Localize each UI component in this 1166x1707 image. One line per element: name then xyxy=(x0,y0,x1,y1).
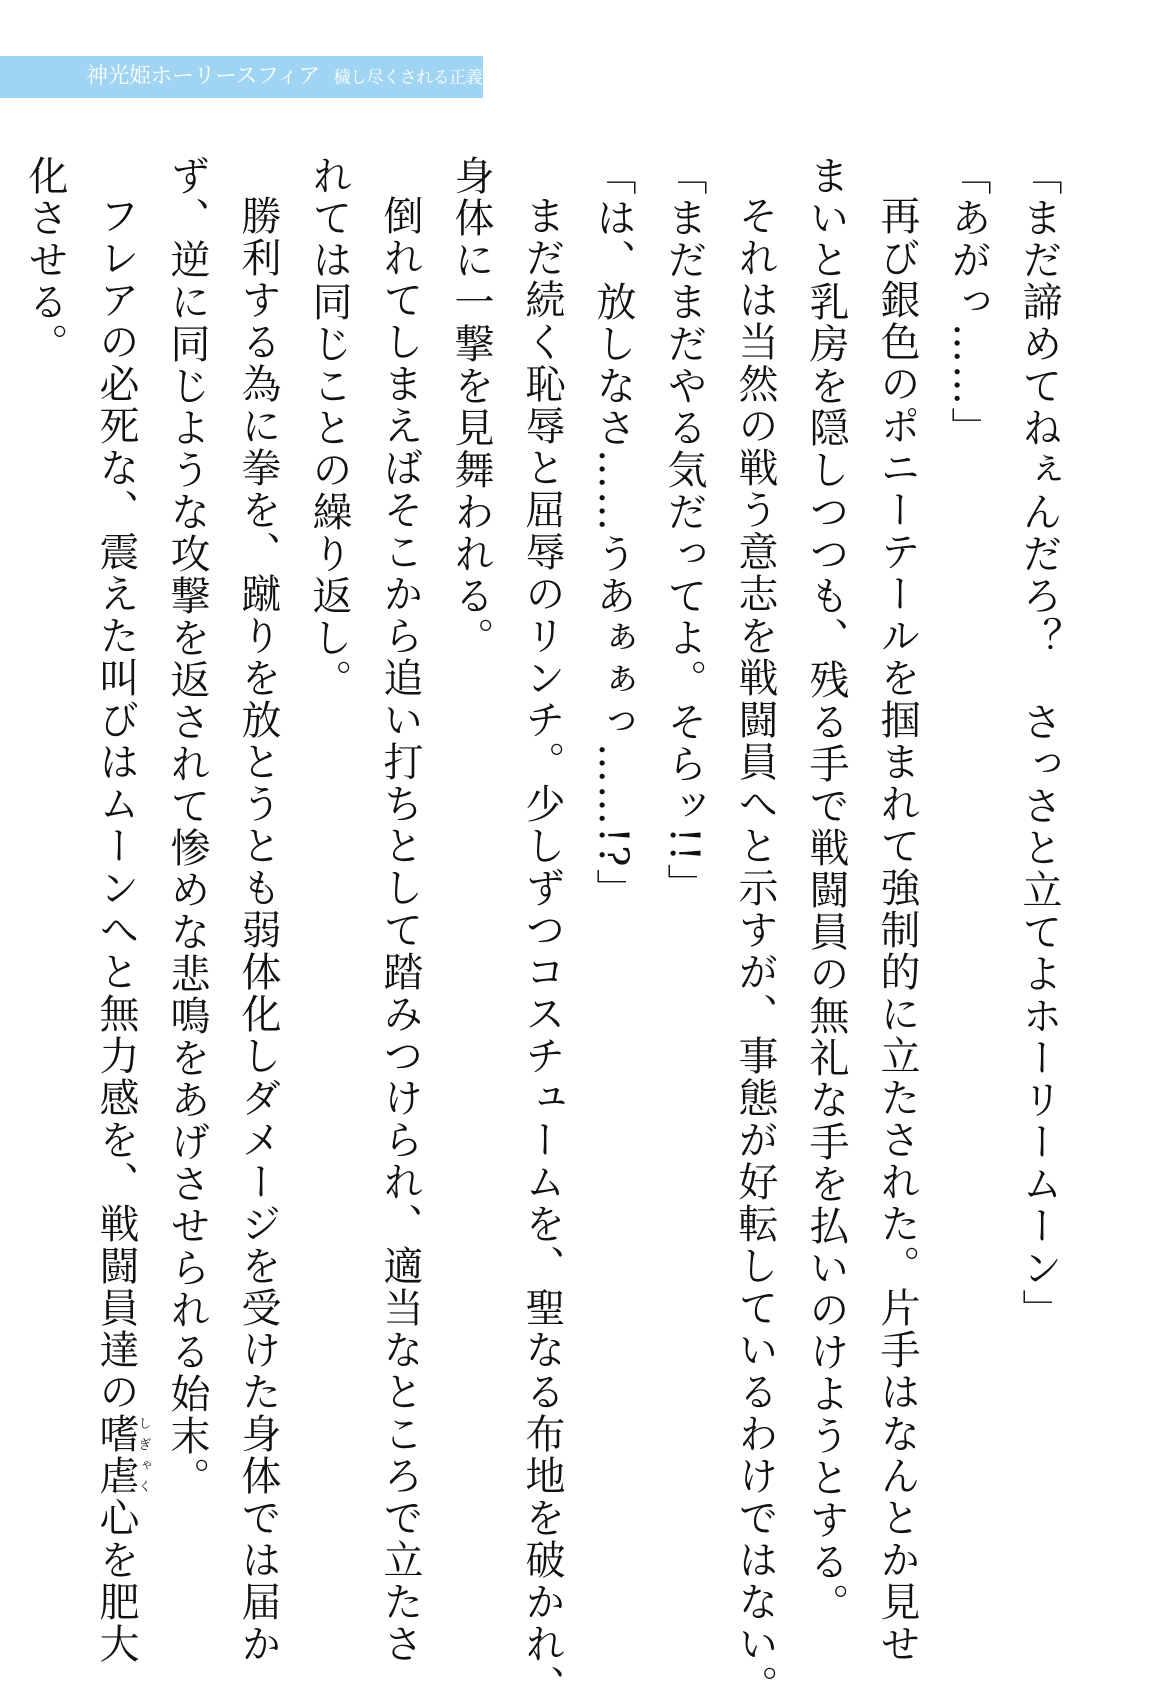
text-line: まいと乳房を隠しつつも、残る手で戦闘員の無礼な手を払いのけようとする。 xyxy=(803,155,849,1625)
text-line: ず、逆に同じような攻撃を返されて惨めな悲鳴をあげさせられる始末。 xyxy=(164,155,210,1499)
text-line: 「まだまだやる気だってよ。そらッ!!」 xyxy=(661,155,707,906)
text-line: 身体に一撃を見舞われる。 xyxy=(448,155,494,659)
text-line: それは当然の戦う意志を戦闘員へと示すが、事態が好転しているわけではない。 xyxy=(732,195,778,1707)
chapter-title: 穢し尽くされる正義 xyxy=(333,68,483,88)
book-title: 神光姫ホーリースフィア xyxy=(86,64,320,89)
text-line: 「あがっ……」 xyxy=(945,155,991,449)
text-segment: フレアの必死な、震えた叫びはムーンへと無力感を、戦闘員達の xyxy=(93,195,139,1413)
text-line: まだ続く恥辱と屈辱のリンチ。少しずつコスチュームを、聖なる布地を破かれ、 xyxy=(519,195,565,1707)
ruby-base: 嗜虐 xyxy=(93,1413,139,1497)
text-line: 「まだ諦めてねぇんだろ？ さっさと立てよホーリームーン」 xyxy=(1016,155,1062,1331)
running-header xyxy=(86,58,482,96)
text-line-with-ruby xyxy=(80,155,151,1665)
text-line: 勝利する為に拳を、蹴りを放とうとも弱体化しダメージを受けた身体では届か xyxy=(235,195,281,1665)
body-text xyxy=(9,155,1074,1707)
text-line: 化させる。 xyxy=(22,155,68,365)
text-line: れては同じことの繰り返し。 xyxy=(306,155,352,701)
text-line: 倒れてしまえばそこから追い打ちとして踏みつけられ、適当なところで立たさ xyxy=(377,195,423,1665)
ruby-annotation xyxy=(93,1413,151,1497)
ruby-reading: しぎゃく xyxy=(135,1413,151,1497)
text-line: 「は、放しなさ……うあぁぁっ……!?」 xyxy=(590,155,636,911)
text-line: 再び銀色のポニーテールを掴まれて強制的に立たされた。片手はなんとか見せ xyxy=(874,195,920,1665)
text-segment: 心を肥大 xyxy=(93,1497,139,1665)
